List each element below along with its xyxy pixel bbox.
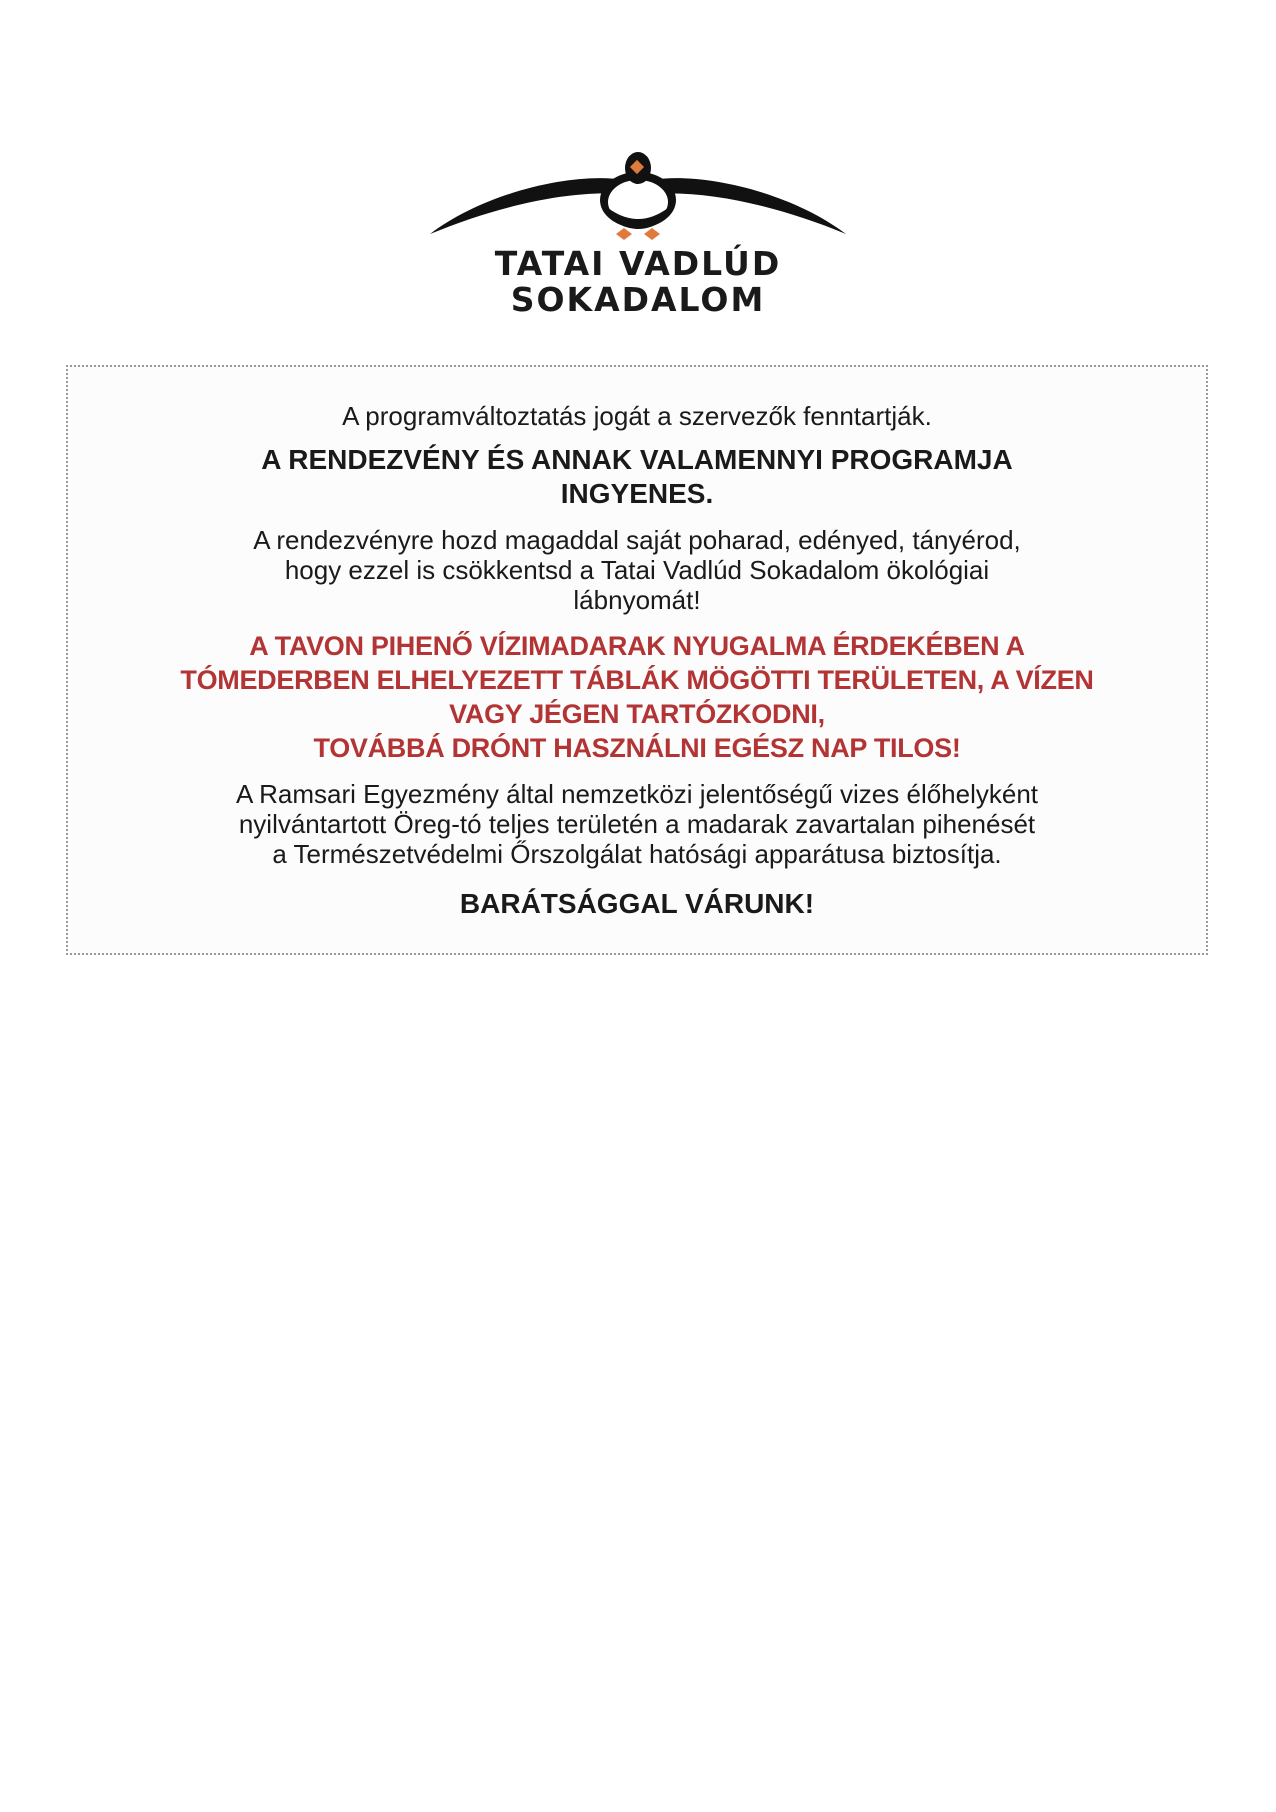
logo-title-line1: TATAI VADLÚD xyxy=(494,244,782,283)
notice-free-heading xyxy=(68,443,1206,511)
logo-title-line2: SOKADALOM xyxy=(510,280,766,319)
notice-eco-paragraph xyxy=(68,525,1206,615)
notice-ramsar-line1: A Ramsari Egyezmény által nemzetközi jelentőségű vizes élőhelyként xyxy=(235,779,1039,809)
notice-ramsar-line2: nyilvántartott Öreg-tó teljes területén a madarak zavartalan pihenését xyxy=(238,809,1036,839)
notice-warning-line1: A TAVON PIHENŐ VÍZIMADARAK NYUGALMA ÉRDEKÉBEN A xyxy=(249,631,1025,661)
notice-eco-line1: A rendezvényre hozd magaddal saját poharad, edényed, tányérod, xyxy=(253,525,1021,555)
notice-free-line2: INGYENES. xyxy=(560,478,714,509)
notice-free-line1: A RENDEZVÉNY ÉS ANNAK VALAMENNYI PROGRAMJA xyxy=(261,444,1013,475)
notice-box xyxy=(66,365,1208,955)
logo-title xyxy=(0,246,1276,318)
notice-eco-line2: hogy ezzel is csökkentsd a Tatai Vadlúd Sokadalom ökológiai xyxy=(284,555,990,585)
notice-warning-line2: TÓMEDERBEN ELHELYEZETT TÁBLÁK MÖGÖTTI TERÜLETEN, A VÍZEN xyxy=(180,665,1094,695)
notice-closing: BARÁTSÁGGAL VÁRUNK! xyxy=(459,888,815,919)
notice-ramsar-line3: a Természetvédelmi Őrszolgálat hatósági apparátusa biztosítja. xyxy=(272,839,1002,869)
notice-ramsar-paragraph xyxy=(68,779,1206,869)
notice-warning-line4: TOVÁBBÁ DRÓNT HASZNÁLNI EGÉSZ NAP TILOS! xyxy=(313,733,961,763)
notice-warning-line3: VAGY JÉGEN TARTÓZKODNI, xyxy=(449,699,825,729)
notice-warning xyxy=(68,629,1206,765)
notice-intro: A programváltoztatás jogát a szervezők fenntartják. xyxy=(342,401,932,431)
notice-eco-line3: lábnyomát! xyxy=(573,585,701,615)
logo xyxy=(0,150,1276,318)
goose-icon xyxy=(428,150,848,240)
